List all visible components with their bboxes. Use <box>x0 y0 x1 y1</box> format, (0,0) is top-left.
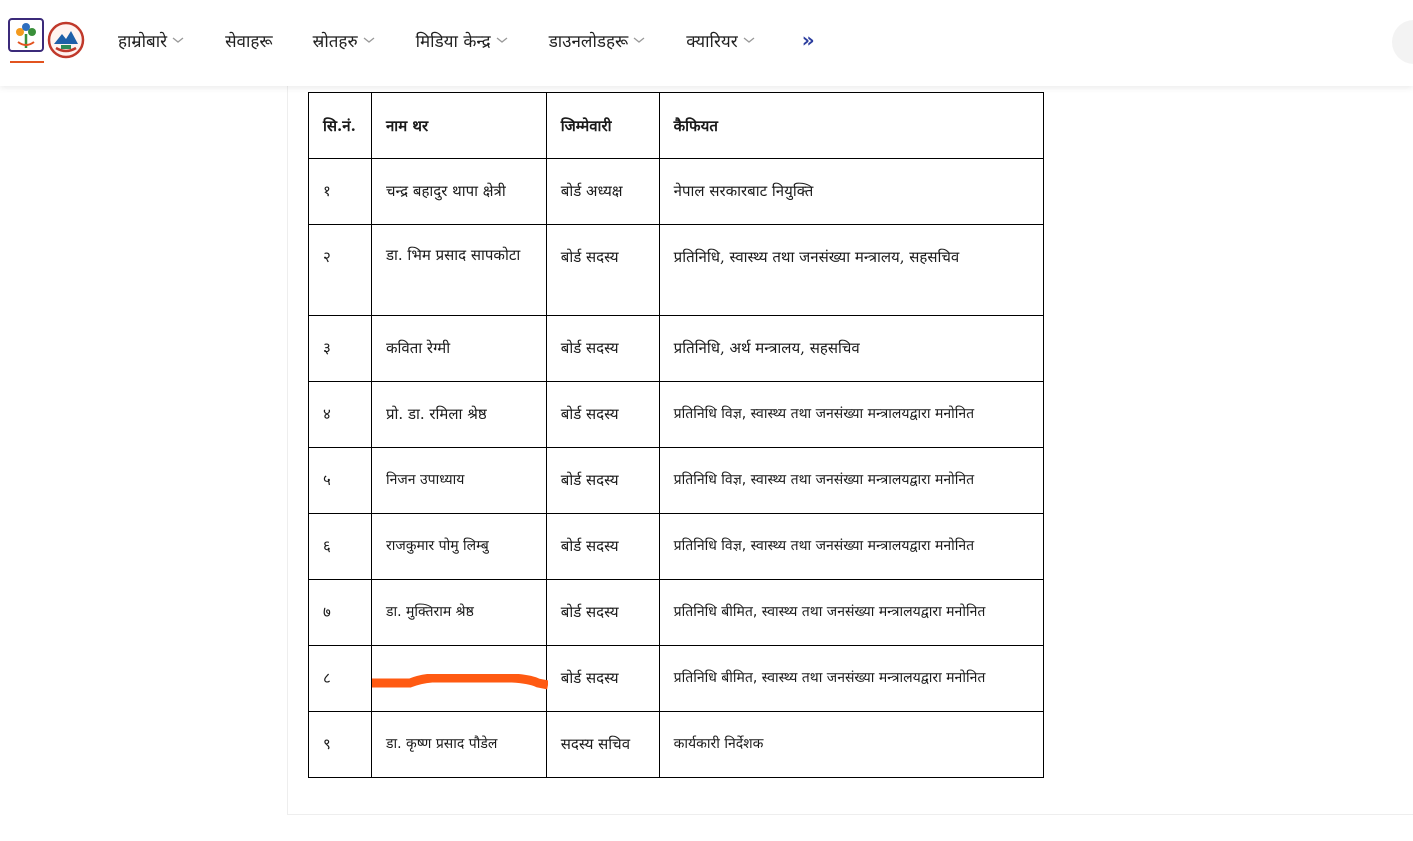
cell-remark: प्रतिनिधि बीमित, स्वास्थ्य तथा जनसंख्या मन्त्रालयद्वारा मनोनित <box>659 646 1043 712</box>
logo-underline <box>10 61 44 63</box>
table-header-row <box>309 93 1044 159</box>
column-header-sn: सि.नं. <box>309 93 372 159</box>
cell-remark: कार्यकारी निर्देशक <box>659 712 1043 778</box>
table-row <box>309 712 1044 778</box>
cell-sn: ५ <box>309 448 372 514</box>
board-members-table <box>308 92 1044 778</box>
insurance-board-logo-icon <box>8 18 44 58</box>
cell-sn: ४ <box>309 382 372 448</box>
cell-name-redacted <box>371 646 546 712</box>
cell-remark: प्रतिनिधि, स्वास्थ्य तथा जनसंख्या मन्त्रालय, सहसचिव <box>659 225 1043 316</box>
nav-item-label: हाम्रोबारे <box>118 31 168 52</box>
nav-item-career[interactable] <box>686 29 756 52</box>
cell-remark: प्रतिनिधि विज्ञ, स्वास्थ्य तथा जनसंख्या मन्त्रालयद्वारा मनोनित <box>659 382 1043 448</box>
main-nav <box>118 28 815 52</box>
cell-sn: ९ <box>309 712 372 778</box>
cell-name: डा. भिम प्रसाद सापकोटा <box>371 225 546 316</box>
nav-item-resources[interactable] <box>313 29 376 52</box>
cell-remark: प्रतिनिधि, अर्थ मन्त्रालय, सहसचिव <box>659 316 1043 382</box>
chevron-down-icon <box>632 35 646 45</box>
nav-item-label: स्रोतहरु <box>312 31 358 52</box>
cell-name: प्रो. डा. रमिला श्रेष्ठ <box>371 382 546 448</box>
nav-more-icon[interactable]: » <box>801 28 815 52</box>
column-header-role: जिम्मेवारी <box>546 93 659 159</box>
cell-role: बोर्ड सदस्य <box>546 316 659 382</box>
table-row <box>309 316 1044 382</box>
redaction-mark <box>372 674 548 690</box>
cell-name: डा. कृष्ण प्रसाद पौडेल <box>371 712 546 778</box>
header-action-button[interactable] <box>1392 20 1413 64</box>
cell-role: बोर्ड अध्यक्ष <box>546 159 659 225</box>
cell-role: बोर्ड सदस्य <box>546 448 659 514</box>
table-row <box>309 448 1044 514</box>
cell-name: राजकुमार पोमु लिम्बु <box>371 514 546 580</box>
nav-item-label: डाउनलोडहरू <box>548 31 629 52</box>
cell-sn: ६ <box>309 514 372 580</box>
cell-sn: ३ <box>309 316 372 382</box>
chevron-down-icon <box>495 35 509 45</box>
nav-item-label: सेवाहरू <box>225 31 273 52</box>
chevron-down-icon <box>742 35 756 45</box>
table-row <box>309 382 1044 448</box>
nepal-emblem-icon <box>46 20 86 60</box>
table-row <box>309 514 1044 580</box>
cell-role: बोर्ड सदस्य <box>546 580 659 646</box>
cell-sn: ८ <box>309 646 372 712</box>
cell-name: कविता रेग्मी <box>371 316 546 382</box>
cell-remark: प्रतिनिधि विज्ञ, स्वास्थ्य तथा जनसंख्या मन्त्रालयद्वारा मनोनित <box>659 514 1043 580</box>
cell-role: बोर्ड सदस्य <box>546 646 659 712</box>
cell-role: बोर्ड सदस्य <box>546 225 659 316</box>
column-header-name: नाम थर <box>371 93 546 159</box>
nav-item-about[interactable] <box>118 29 185 52</box>
nav-item-label: क्यारियर <box>686 31 738 52</box>
cell-sn: २ <box>309 225 372 316</box>
table-row <box>309 159 1044 225</box>
table-row <box>309 580 1044 646</box>
cell-name: डा. मुक्तिराम श्रेष्ठ <box>371 580 546 646</box>
cell-role: सदस्य सचिव <box>546 712 659 778</box>
cell-remark: प्रतिनिधि विज्ञ, स्वास्थ्य तथा जनसंख्या मन्त्रालयद्वारा मनोनित <box>659 448 1043 514</box>
cell-remark: नेपाल सरकारबाट नियुक्ति <box>659 159 1043 225</box>
nav-item-downloads[interactable] <box>549 29 647 52</box>
chevron-down-icon <box>171 35 185 45</box>
cell-sn: १ <box>309 159 372 225</box>
nav-item-label: मिडिया केन्द्र <box>415 31 491 52</box>
cell-name: निजन उपाध्याय <box>371 448 546 514</box>
table-row <box>309 646 1044 712</box>
nav-item-media-center[interactable] <box>416 29 509 52</box>
cell-name: चन्द्र बहादुर थापा क्षेत्री <box>371 159 546 225</box>
nav-item-services[interactable] <box>225 29 273 52</box>
site-logo[interactable] <box>8 18 80 64</box>
cell-sn: ७ <box>309 580 372 646</box>
cell-remark: प्रतिनिधि बीमित, स्वास्थ्य तथा जनसंख्या मन्त्रालयद्वारा मनोनित <box>659 580 1043 646</box>
cell-role: बोर्ड सदस्य <box>546 514 659 580</box>
chevron-down-icon <box>362 35 376 45</box>
site-header <box>0 0 1413 86</box>
table-row <box>309 225 1044 316</box>
column-header-remark: कैफियत <box>659 93 1043 159</box>
cell-role: बोर्ड सदस्य <box>546 382 659 448</box>
